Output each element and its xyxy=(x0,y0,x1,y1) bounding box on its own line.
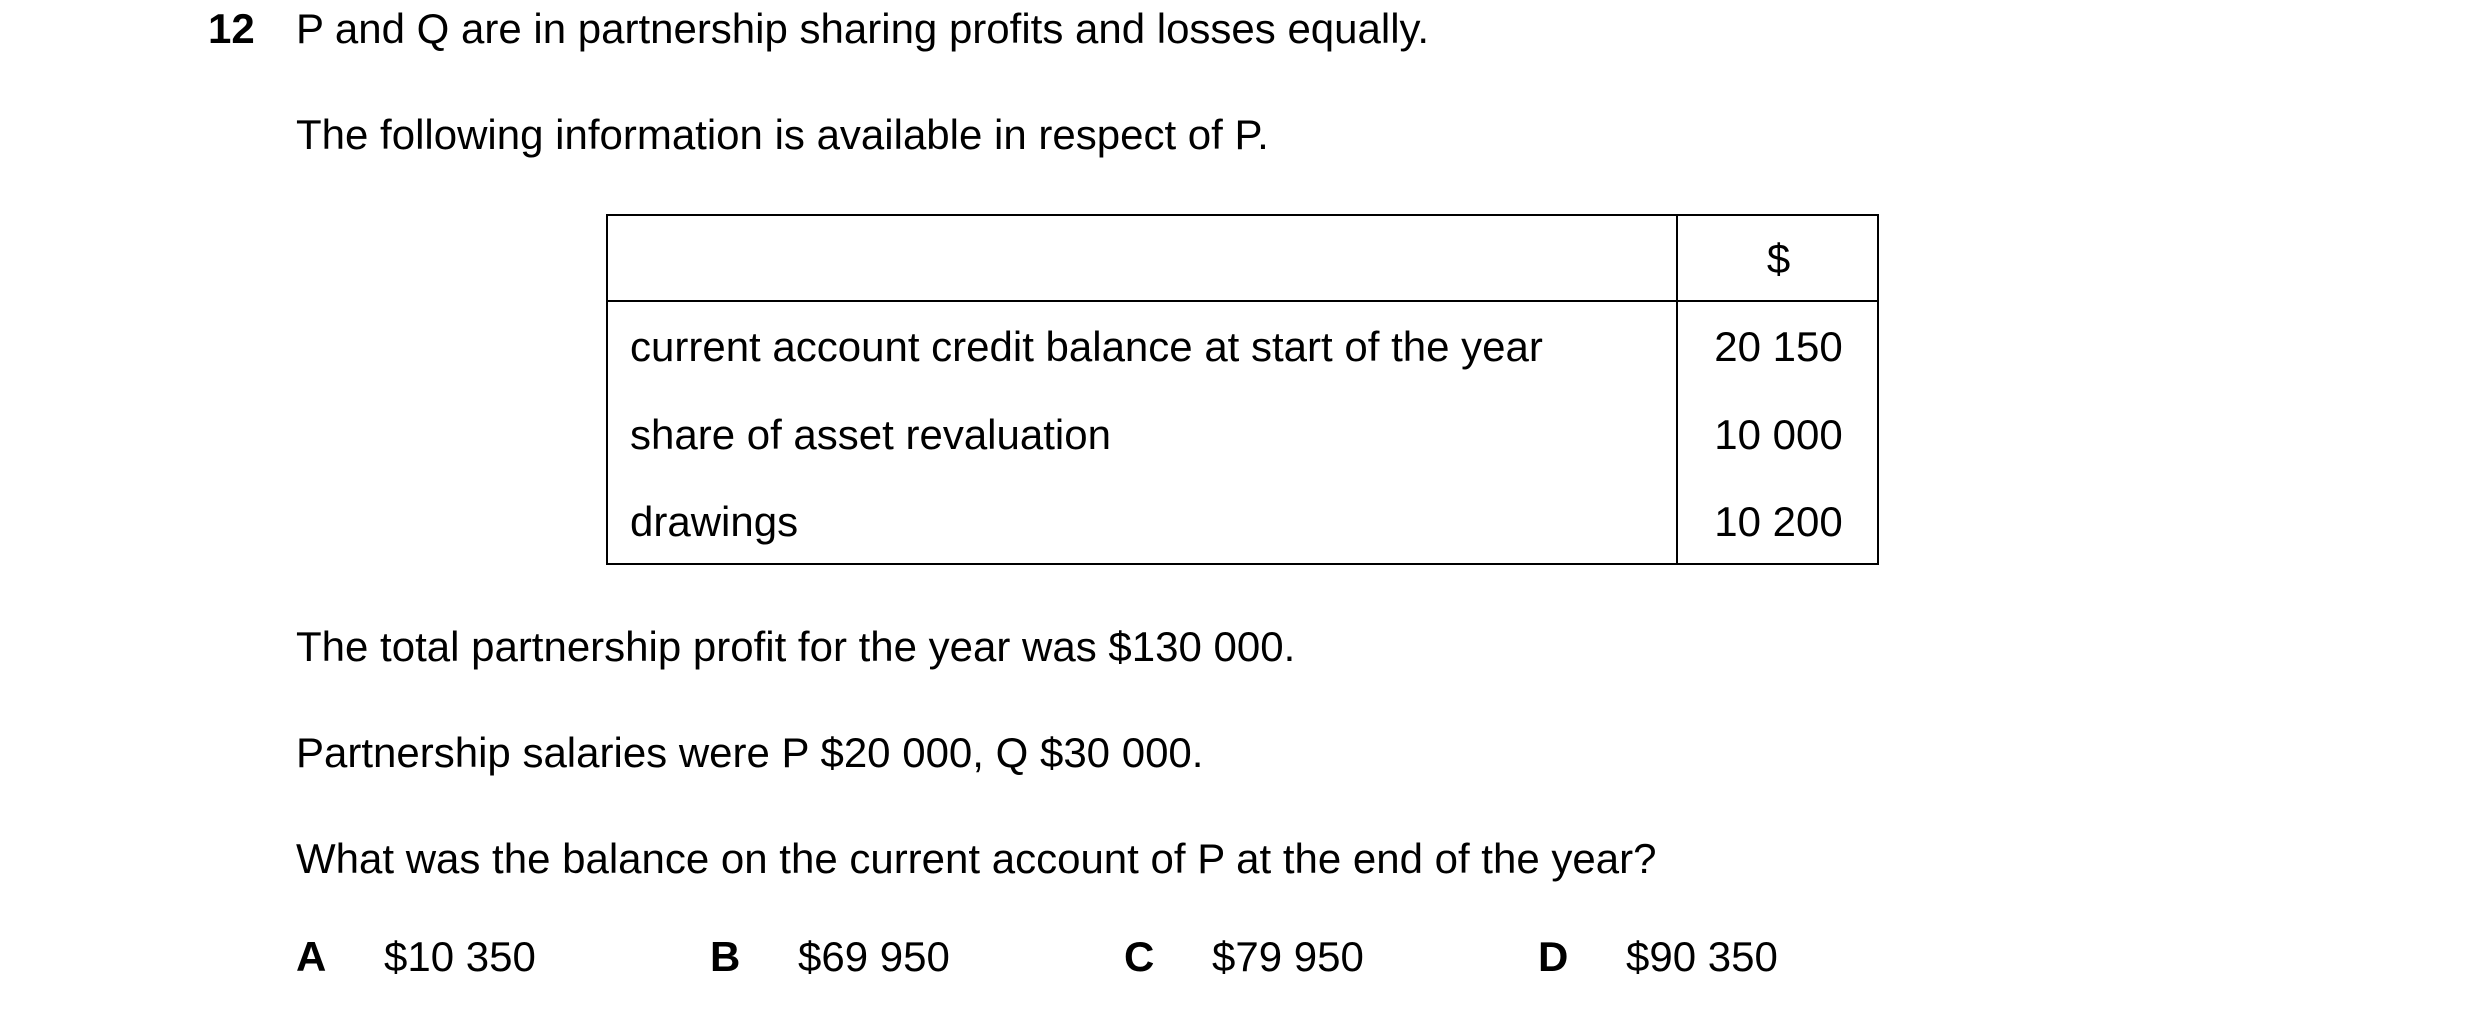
table-header-divider xyxy=(608,300,1877,302)
question-prompt: What was the balance on the current account of P at the end of the year? xyxy=(296,835,1657,882)
info-table xyxy=(606,214,1879,565)
table-row-label: drawings xyxy=(630,498,799,545)
info-intro: The following information is available in respect of P. xyxy=(296,111,1269,158)
table-row-value: 10 200 xyxy=(1714,498,1843,545)
question-number: 12 xyxy=(208,5,255,52)
table-row-value: 20 150 xyxy=(1714,323,1843,370)
option-letter: D xyxy=(1538,933,1569,980)
option-text: $10 350 xyxy=(384,933,536,980)
profit-statement: The total partnership profit for the year was $130 000. xyxy=(296,623,1296,670)
question-stem: P and Q are in partnership sharing profits and losses equally. xyxy=(296,5,1430,52)
table-row-label: current account credit balance at start of the year xyxy=(630,323,1543,370)
salaries-statement: Partnership salaries were P $20 000, Q $30 000. xyxy=(296,729,1204,776)
table-row-label: share of asset revaluation xyxy=(630,411,1111,458)
table-row-value: 10 000 xyxy=(1714,411,1843,458)
table-column-header: $ xyxy=(1766,235,1791,282)
option-text: $69 950 xyxy=(798,933,950,980)
option-letter: A xyxy=(296,933,327,980)
option-letter: B xyxy=(710,933,741,980)
option-letter: C xyxy=(1124,933,1155,980)
option-text: $90 350 xyxy=(1626,933,1778,980)
option-text: $79 950 xyxy=(1212,933,1364,980)
